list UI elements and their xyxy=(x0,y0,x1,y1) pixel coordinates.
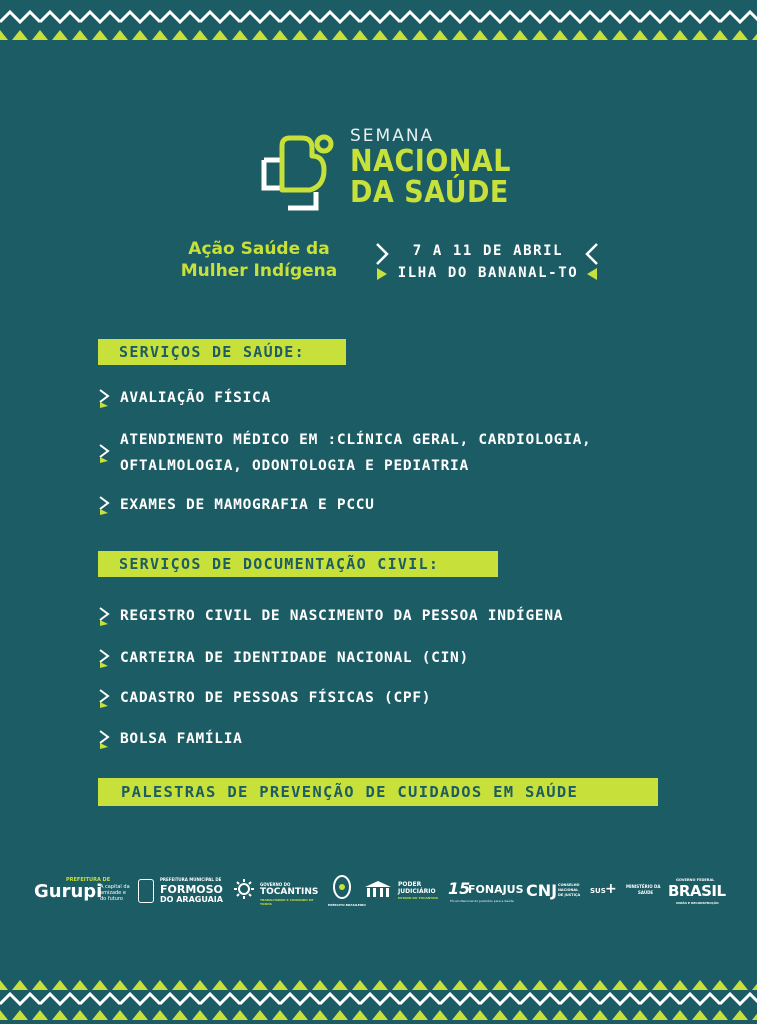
logo-semana-text: SEMANA xyxy=(350,126,435,146)
poder-judiciario-logo xyxy=(364,873,440,909)
fonajus-name: FONAJUS xyxy=(468,883,524,896)
formoso-pre: PREFEITURA MUNICIPAL DE xyxy=(160,877,222,882)
right-bracket-icon xyxy=(583,242,599,282)
list-item-text xyxy=(120,427,592,479)
gurupi-name: Gurupi xyxy=(34,881,103,902)
crest-icon xyxy=(138,879,154,903)
cnj-tag-3: DE JUSTIÇA xyxy=(558,893,581,897)
plus-icon: + xyxy=(605,881,617,897)
cnj-tag-1: CONSELHO xyxy=(558,883,580,887)
fonajus-15-mark: 15 xyxy=(448,879,471,898)
governo-federal-logo xyxy=(668,873,730,909)
poder-line-2: JUDICIÁRIO xyxy=(398,888,436,895)
top-pattern-band xyxy=(0,0,757,52)
sun-icon xyxy=(234,879,254,899)
poder-line-1: PODER xyxy=(398,881,422,888)
formoso-logo xyxy=(138,873,230,909)
bottom-pattern-band xyxy=(0,972,757,1024)
poder-line-3: ESTADO DO TOCANTINS xyxy=(398,896,438,900)
logo-nacional-text: NACIONAL xyxy=(350,144,511,179)
list-item-line-1: ATENDIMENTO MÉDICO EM :CLÍNICA GERAL, CARDIOLOGIA, xyxy=(120,432,592,448)
chevron-right-icon xyxy=(98,388,111,408)
left-bracket-icon xyxy=(375,242,391,282)
section-title-saude: SERVIÇOS DE SAÚDE: xyxy=(98,339,346,365)
tocantins-name: TOCANTINS xyxy=(260,887,319,897)
list-item-text: CADASTRO DE PESSOAS FÍSICAS (CPF) xyxy=(120,690,432,706)
semana-nacional-logo xyxy=(258,126,511,216)
subtitle-line-1: Ação Saúde da xyxy=(188,239,330,259)
section-title-documentacao: SERVIÇOS DE DOCUMENTAÇÃO CIVIL: xyxy=(98,551,498,577)
list-item-text: BOLSA FAMÍLIA xyxy=(120,731,243,747)
sus-logo xyxy=(590,873,620,909)
event-info xyxy=(375,240,601,284)
ministerio-line-2: SAÚDE xyxy=(638,890,654,895)
sus-name: SUS xyxy=(590,887,606,895)
chevron-right-icon xyxy=(98,495,111,515)
chevron-right-icon xyxy=(98,606,111,626)
list-item-text: EXAMES DE MAMOGRAFIA E PCCU xyxy=(120,497,375,513)
logo-saude-text: DA SAÚDE xyxy=(350,175,509,210)
exercito-logo xyxy=(328,873,366,909)
gov-pre: GOVERNO FEDERAL xyxy=(676,878,715,882)
ministerio-saude-logo xyxy=(626,873,666,909)
chevron-right-icon xyxy=(98,729,111,749)
tocantins-logo xyxy=(234,873,324,909)
army-emblem-icon xyxy=(332,875,352,901)
fonajus-logo xyxy=(448,873,524,909)
brasil-name: BRASIL xyxy=(668,882,726,900)
list-item-text: REGISTRO CIVIL DE NASCIMENTO DA PESSOA INDÍGENA xyxy=(120,608,564,624)
event-dates: 7 A 11 DE ABRIL xyxy=(412,243,564,259)
tocantins-pre: GOVERNO DO xyxy=(260,882,291,887)
action-subtitle xyxy=(150,238,368,282)
partner-logos-strip xyxy=(30,873,730,909)
chevron-right-icon xyxy=(98,648,111,668)
list-item-line-2: OFTALMOLOGIA, ODONTOLOGIA E PEDIATRIA xyxy=(120,458,469,474)
formoso-name-2: DO ARAGUAIA xyxy=(160,895,223,904)
court-building-icon xyxy=(364,881,392,899)
chevron-right-icon xyxy=(98,688,111,708)
brasil-tag: UNIÃO E RECONSTRUÇÃO xyxy=(676,901,719,905)
gurupi-pre: PREFEITURA DE xyxy=(66,877,111,883)
list-item-text: CARTEIRA DE IDENTIDADE NACIONAL (CIN) xyxy=(120,650,469,666)
event-location: ILHA DO BANANAL-TO xyxy=(397,265,579,281)
gurupi-logo xyxy=(30,873,130,909)
cnj-name: CNJ xyxy=(526,881,558,900)
ministerio-line-1: MINISTÉRIO DA xyxy=(626,884,661,889)
heart-figure-icon xyxy=(258,130,340,212)
tocantins-tag: TRABALHANDO E CUIDANDO DE TODOS xyxy=(260,898,314,906)
cnj-logo xyxy=(526,873,586,909)
chevron-right-icon xyxy=(98,443,111,463)
formoso-name-1: FORMOSO xyxy=(160,883,223,896)
fonajus-tag: Fórum Nacional do Judiciário para a Saúde xyxy=(450,899,514,903)
subtitle-line-2: Mulher Indígena xyxy=(180,261,338,281)
list-item-text: AVALIAÇÃO FÍSICA xyxy=(120,390,271,406)
cnj-tag-2: NACIONAL xyxy=(558,888,579,892)
lectures-banner: PALESTRAS DE PREVENÇÃO DE CUIDADOS EM SAÚDE xyxy=(98,778,658,806)
gurupi-tag: A capital da amizade e do futuro xyxy=(100,884,130,902)
exercito-name: EXÉRCITO BRASILEIRO xyxy=(328,903,366,907)
